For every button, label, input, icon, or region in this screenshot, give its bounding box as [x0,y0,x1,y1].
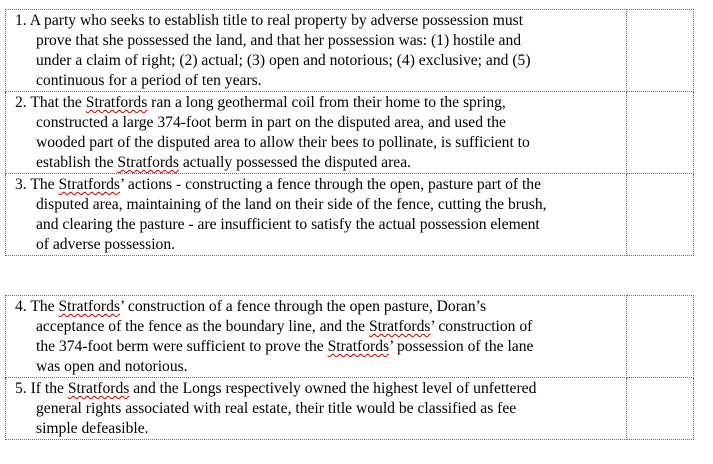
statement-text: ’ construction of a fence through the open pasture, Doran’s acceptance of the fence as the boundary line, and the [36,298,487,335]
statement-2 [15,93,626,173]
spelling-flagged-word[interactable]: Stratfords [58,298,120,315]
statement-table-2 [5,295,694,440]
statement-cell[interactable] [6,92,627,174]
spelling-flagged-word[interactable]: Stratfords [58,176,120,193]
statement-number: 2. [15,94,27,111]
table-row [6,174,694,256]
answer-cell[interactable] [627,378,694,440]
statement-text: The [30,176,59,193]
statement-number: 5. [15,380,27,397]
statement-text: actually possessed the disputed area. [178,154,412,171]
statement-text: ’ construction of the 374-foot berm were sufficient to prove the [36,318,533,355]
statement-text: ’ actions - constructing a fence through the open, pasture part of the disputed area, maintaining of the land on their side of the fence, cutting the brush, and clearing the pasture - are insufficient to satisfy the actual possession element of adverse possession. [36,176,547,253]
statement-text: ’ possession of the lane was open and notorious. [36,338,534,375]
statement-5 [15,379,626,439]
statement-3 [15,175,626,255]
answer-cell[interactable] [627,10,694,92]
statement-text: The [30,298,59,315]
statement-cell[interactable] [6,174,627,256]
statement-cell[interactable] [6,296,627,378]
table-row [6,296,694,378]
statement-number: 3. [15,176,27,193]
statement-text: A party who seeks to establish title to real property by adverse possession must prove that she possessed the land, and that her possession was: (1) hostile and under a claim of right; (2) actual; (3) open and notorious; (4) exclusive; and (5) continuous for a period of ten years. [29,12,531,89]
statement-table-1 [5,9,694,256]
statement-text: and the Longs respectively owned the highest level of unfettered general rights associated with real estate, their title would be classified as fee simple defeasible. [36,380,537,437]
statement-cell[interactable] [6,378,627,440]
spelling-flagged-word[interactable]: Stratfords [117,154,179,171]
statement-1 [15,11,626,91]
statement-number: 4. [15,298,27,315]
table-row [6,92,694,174]
answer-cell[interactable] [627,174,694,256]
spelling-flagged-word[interactable]: Stratfords [85,94,148,111]
statement-number: 1. [15,12,27,29]
table-row [6,10,694,92]
statement-text: That the [30,94,86,111]
statement-text: If the [30,380,68,397]
spelling-flagged-word[interactable]: Stratfords [67,380,130,397]
spelling-flagged-word[interactable]: Stratfords [327,338,390,355]
table-row [6,378,694,440]
statement-4 [15,297,626,377]
statement-text: ran a long geothermal coil from their home to the spring, constructed a large 374-foot berm in part on the disputed area, and used the wooded part of the disputed area to allow their bees to pollinate, is sufficient to establish the [36,94,530,171]
answer-cell[interactable] [627,296,694,378]
answer-cell[interactable] [627,92,694,174]
statement-cell[interactable] [6,10,627,92]
spelling-flagged-word[interactable]: Stratfords [368,318,431,335]
